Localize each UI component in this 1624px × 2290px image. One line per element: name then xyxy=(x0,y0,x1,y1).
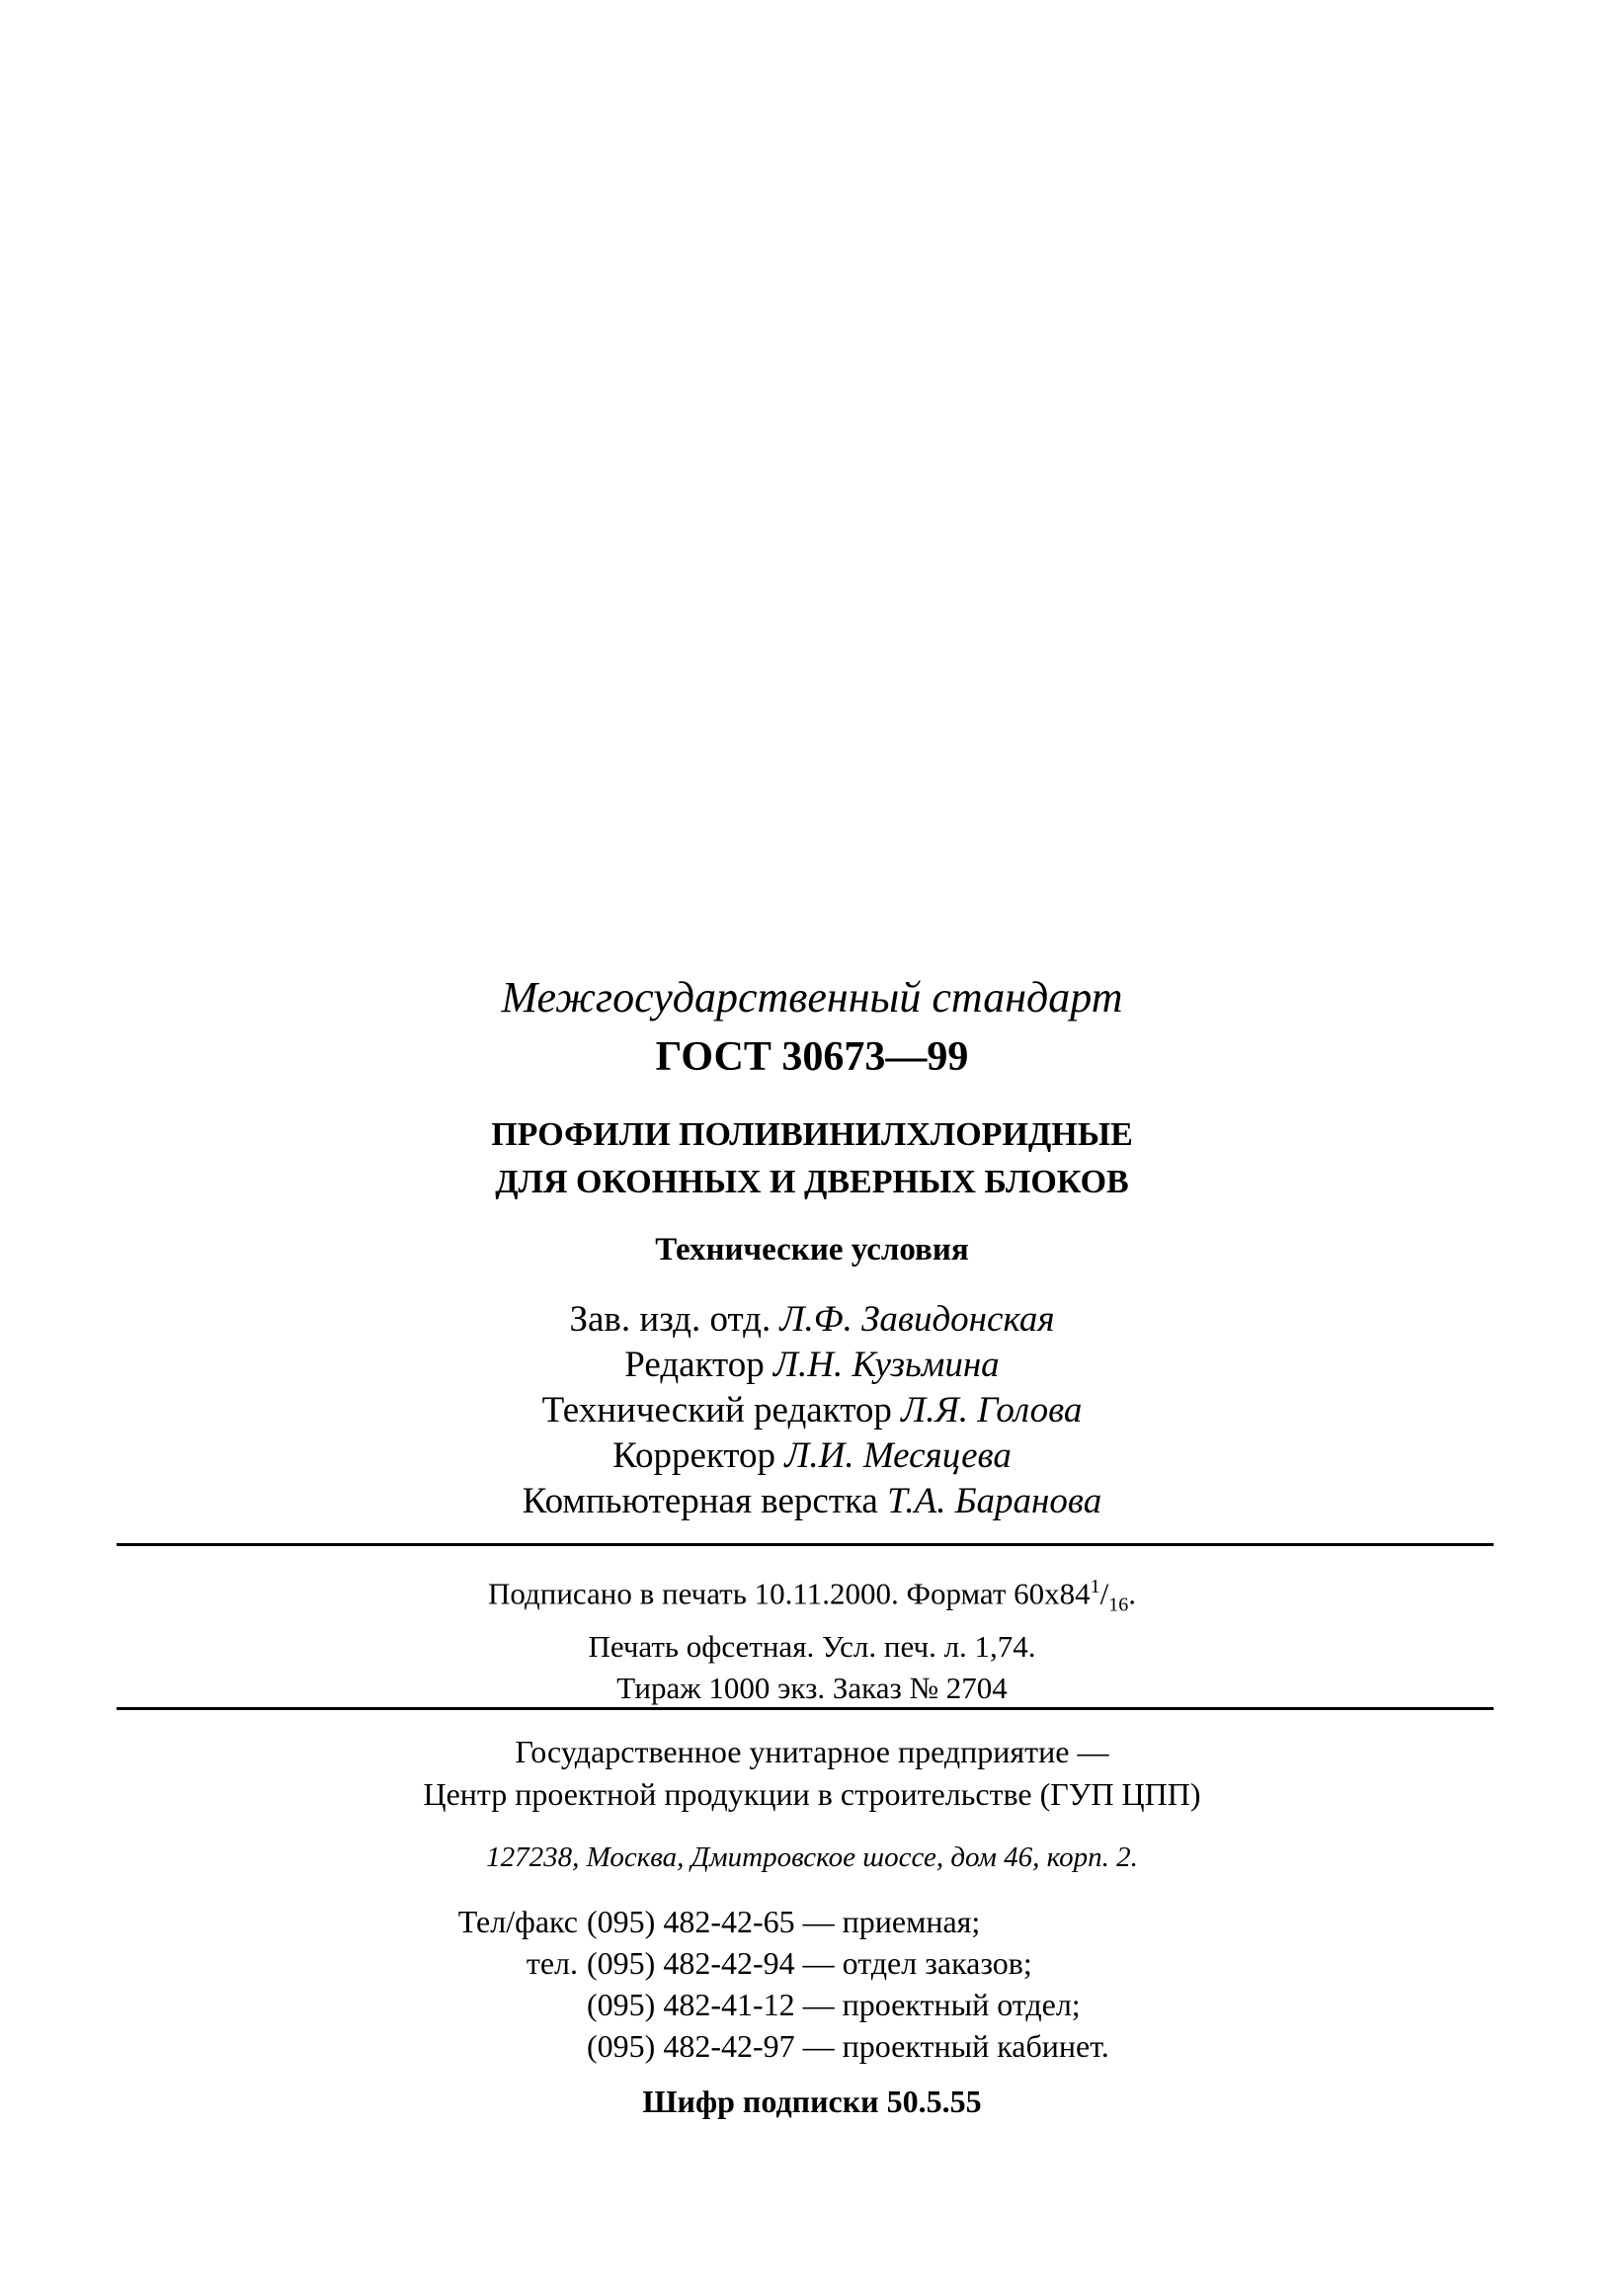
contact-description: проектный отдел; xyxy=(842,1987,1081,2022)
document-title-line-1: ПРОФИЛИ ПОЛИВИНИЛХЛОРИДНЫЕ xyxy=(491,1116,1133,1153)
publisher-line-2: Центр проектной продукции в строительстве (ГУП ЦПП) xyxy=(423,1776,1201,1812)
print-info-line-1: Подписано в печать 10.11.2000. Формат $60х84^1/_{16}$. xyxy=(487,1576,1137,1616)
standard-series-label: Межгосударственный стандарт xyxy=(501,973,1123,1022)
contact-phone: (095) 482-42-94 xyxy=(587,1945,795,1981)
contact-description: проектный кабинет. xyxy=(842,2028,1109,2064)
credit-line-technical-editor xyxy=(0,1388,1624,1433)
print-info xyxy=(0,1566,1624,1709)
credit-name: Л.Н. Кузьмина xyxy=(773,1345,1000,1385)
credit-line-typesetting xyxy=(0,1479,1624,1524)
credit-line-proofreader xyxy=(0,1433,1624,1479)
print-info-line-3: Тираж 1000 экз. Заказ № 2704 xyxy=(616,1670,1008,1705)
contact-label: Тел/факс xyxy=(457,1904,578,1939)
contact-row xyxy=(0,2025,1624,2067)
credit-name: Л.Я. Голова xyxy=(901,1390,1083,1431)
credit-role: Корректор xyxy=(612,1435,776,1476)
contact-body: (095) 482-42-97 — проектный кабинет. xyxy=(587,2028,1109,2064)
contact-row xyxy=(0,1984,1624,2025)
contacts-list xyxy=(0,1901,1624,2067)
credit-role: Компьютерная верстка xyxy=(522,1481,878,1521)
contact-body: (095) 482-41-12 — проектный отдел; xyxy=(587,1987,1081,2022)
subscription-cipher: Шифр подписки 50.5.55 xyxy=(642,2084,982,2119)
contact-label: тел. xyxy=(526,1945,578,1981)
format-fraction-numerator: 1 xyxy=(1090,1576,1100,1597)
credit-name: Л.Ф. Завидонская xyxy=(779,1299,1055,1340)
document-title-line-2: ДЛЯ ОКОННЫХ И ДВЕРНЫХ БЛОКОВ xyxy=(495,1164,1129,1200)
credits-list xyxy=(0,1297,1624,1524)
credit-line-editor xyxy=(0,1343,1624,1388)
credit-role: Редактор xyxy=(624,1345,765,1385)
credit-role: Технический редактор xyxy=(541,1390,892,1431)
publisher-address: 127238, Москва, Дмитровское шоссе, дом 46, корп. 2. xyxy=(486,1841,1138,1873)
credit-role: Зав. изд. отд. xyxy=(569,1299,771,1340)
contact-description: приемная; xyxy=(842,1904,981,1939)
contact-phone: (095) 482-42-65 xyxy=(587,1904,795,1939)
contact-phone: (095) 482-42-97 xyxy=(587,2028,795,2064)
gost-number: ГОСТ 30673—99 xyxy=(655,1034,969,1080)
print-format-text: Подписано в печать 10.11.2000. Формат 60х84 xyxy=(487,1576,1091,1611)
divider-rule xyxy=(117,1543,1494,1546)
contact-description: отдел заказов; xyxy=(842,1945,1032,1981)
print-info-line-2: Печать офсетная. Усл. печ. л. 1,74. xyxy=(588,1628,1036,1664)
contact-row xyxy=(0,1901,1624,1942)
contact-body: (095) 482-42-94 — отдел заказов; xyxy=(587,1945,1032,1981)
format-fraction-denominator: 16 xyxy=(1108,1594,1129,1616)
contact-row xyxy=(0,1942,1624,1984)
credit-name: Л.И. Месяцева xyxy=(784,1435,1012,1476)
publisher-name xyxy=(0,1731,1624,1816)
document-title xyxy=(0,1111,1624,1206)
divider-rule xyxy=(117,1707,1494,1710)
credit-line-head-of-department xyxy=(0,1297,1624,1343)
document-subtitle: Технические условия xyxy=(655,1232,969,1268)
credit-name: Т.А. Баранова xyxy=(887,1481,1102,1521)
publisher-line-1: Государственное унитарное предприятие — xyxy=(515,1734,1109,1769)
contact-phone: (095) 482-41-12 xyxy=(587,1987,795,2022)
contact-body: (095) 482-42-65 — приемная; xyxy=(587,1904,981,1939)
